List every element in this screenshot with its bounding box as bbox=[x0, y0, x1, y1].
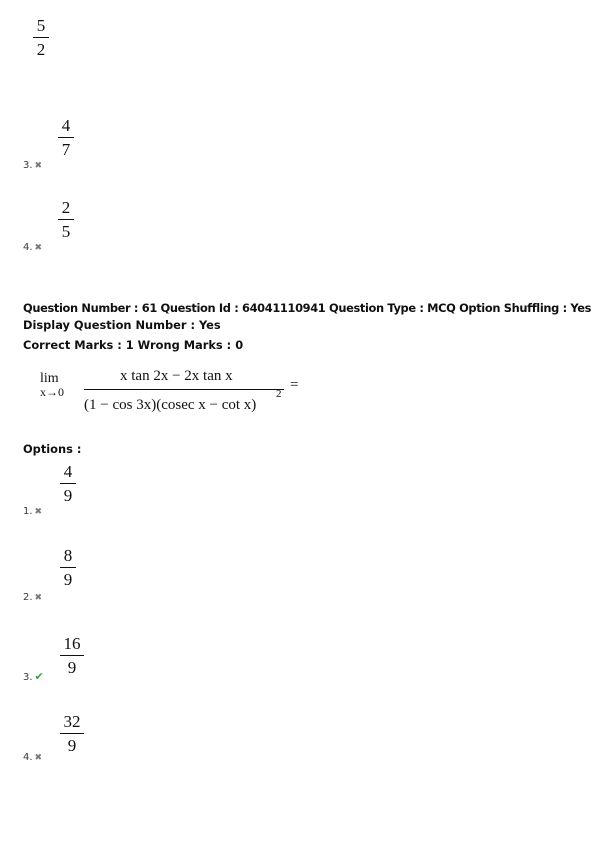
fraction-bar bbox=[60, 483, 76, 484]
fraction-numerator: 5 bbox=[36, 16, 46, 35]
limit-subscript bbox=[40, 386, 64, 398]
fraction-denominator: 9 bbox=[67, 736, 77, 755]
expression-exponent: 2 bbox=[276, 388, 282, 400]
wrong-mark-icon: ✖ bbox=[34, 593, 43, 603]
display-question-number: Display Question Number : Yes bbox=[23, 318, 221, 332]
option-2-fraction bbox=[60, 546, 76, 590]
lim-subscript: x→0 bbox=[40, 385, 64, 399]
option-number: 4. bbox=[23, 242, 33, 253]
limit-operator bbox=[40, 372, 59, 386]
option-2-label[interactable] bbox=[23, 592, 42, 603]
fraction-bar bbox=[58, 137, 74, 138]
expression-numerator: x tan 2x − 2x tan x bbox=[120, 368, 233, 384]
fraction-denominator: 7 bbox=[61, 140, 71, 159]
option-number: 4. bbox=[23, 752, 33, 763]
correct-check-icon: ✔ bbox=[34, 670, 44, 683]
option-3-fraction bbox=[60, 634, 84, 678]
fraction-bar bbox=[60, 567, 76, 568]
wrong-mark-icon: ✖ bbox=[34, 243, 43, 253]
option-4-label[interactable] bbox=[23, 752, 42, 763]
option-number: 3. bbox=[23, 160, 33, 171]
fraction-numerator: 2 bbox=[61, 198, 71, 217]
previous-option-3-fraction bbox=[58, 198, 74, 242]
option-1-fraction bbox=[60, 462, 76, 506]
lim-label: lim bbox=[40, 371, 59, 386]
wrong-mark-icon: ✖ bbox=[34, 507, 43, 517]
fraction-denominator: 9 bbox=[63, 486, 73, 505]
fraction-numerator: 4 bbox=[63, 462, 73, 481]
fraction-bar bbox=[60, 655, 84, 656]
wrong-mark-icon: ✖ bbox=[34, 161, 43, 171]
expression-fraction-bar bbox=[84, 389, 284, 390]
option-1-label[interactable] bbox=[23, 506, 42, 517]
fraction-denominator: 5 bbox=[61, 222, 71, 241]
option-number: 2. bbox=[23, 592, 33, 603]
previous-option-2-fraction bbox=[58, 116, 74, 160]
fraction-bar bbox=[33, 37, 49, 38]
option-number: 3. bbox=[23, 672, 33, 683]
previous-option-3-label bbox=[23, 160, 42, 171]
fraction-denominator: 2 bbox=[36, 40, 46, 59]
wrong-mark-icon: ✖ bbox=[34, 753, 43, 763]
option-3-label[interactable] bbox=[23, 670, 44, 683]
expression-denominator: (1 − cos 3x)(cosec x − cot x) bbox=[84, 397, 257, 413]
previous-option-4-label bbox=[23, 242, 42, 253]
options-label: Options : bbox=[23, 442, 82, 456]
fraction-numerator: 4 bbox=[61, 116, 71, 135]
option-4-fraction bbox=[60, 712, 84, 756]
equals-sign: = bbox=[290, 377, 299, 393]
fraction-numerator: 8 bbox=[63, 546, 73, 565]
question-meta-line: Question Number : 61 Question Id : 64041110941 Question Type : MCQ Option Shuffling : Yes bbox=[23, 301, 592, 315]
option-number: 1. bbox=[23, 506, 33, 517]
fraction-bar bbox=[58, 219, 74, 220]
fraction-numerator: 16 bbox=[63, 634, 81, 653]
fraction-denominator: 9 bbox=[63, 570, 73, 589]
fraction-bar bbox=[60, 733, 84, 734]
previous-fraction bbox=[33, 16, 49, 60]
marks-line: Correct Marks : 1 Wrong Marks : 0 bbox=[23, 338, 244, 352]
fraction-denominator: 9 bbox=[67, 658, 77, 677]
fraction-numerator: 32 bbox=[63, 712, 81, 731]
